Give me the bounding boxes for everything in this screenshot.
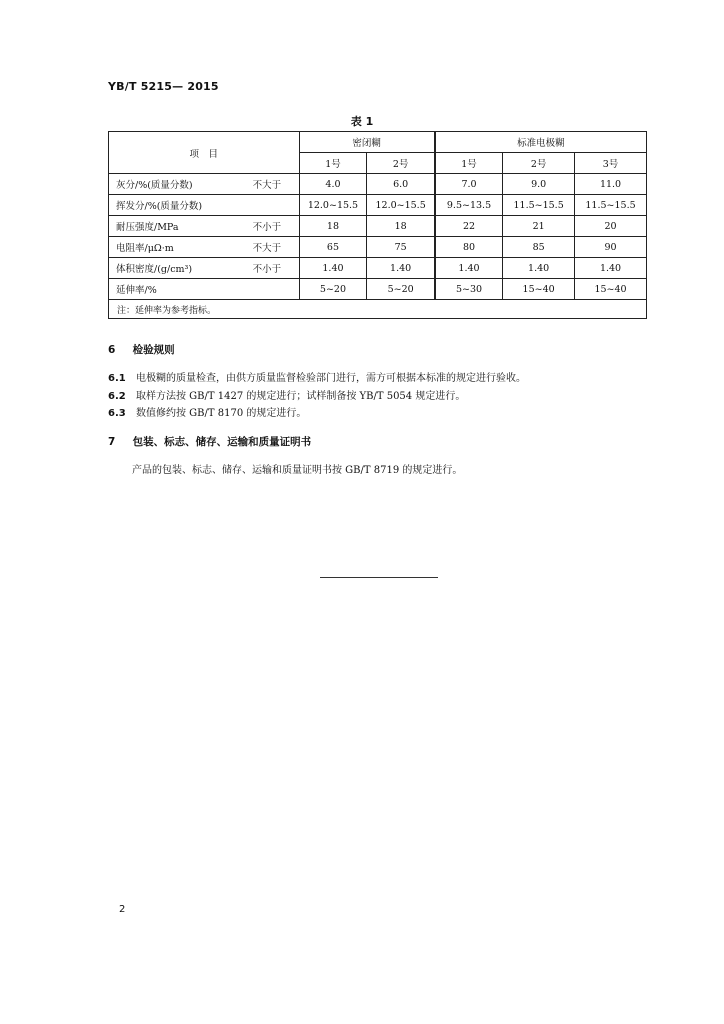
section-number: 6 [108,344,116,356]
property-label: 体积密度/(g/cm³) [109,258,236,279]
value-cell: 18 [299,216,367,237]
table-title: 表 1 [350,115,374,128]
value-cell: 1.40 [575,258,647,279]
value-cell: 1.40 [367,258,435,279]
end-of-document-rule [320,577,438,578]
standard-code: YB/T 5215— 2015 [108,80,219,93]
condition-label: 不大于 [235,237,299,258]
clause-number: 6.3 [108,408,126,419]
clause-number: 6.1 [108,373,126,384]
condition-label: 不小于 [235,216,299,237]
value-cell: 20 [575,216,647,237]
property-label: 延伸率/% [109,279,236,300]
clause-6-2 [108,387,465,402]
value-cell: 75 [367,237,435,258]
table-note: 注：延伸率为参考指标。 [109,300,647,319]
property-label: 挥发分/%(质量分数) [109,195,236,216]
table-row [109,195,647,216]
value-cell: 9.0 [503,174,575,195]
table-row [109,174,647,195]
value-cell: 4.0 [299,174,367,195]
value-cell: 90 [575,237,647,258]
value-cell: 7.0 [435,174,503,195]
header-group-standard: 标准电极糊 [435,132,647,153]
value-cell: 1.40 [299,258,367,279]
value-cell: 22 [435,216,503,237]
subheader-cell: 1号 [435,153,503,174]
section-7-paragraph: 产品的包装、标志、储存、运输和质量证明书按 GB/T 8719 的规定进行。 [132,465,463,476]
value-cell: 80 [435,237,503,258]
condition-label [235,279,299,300]
value-cell: 11.5~15.5 [575,195,647,216]
value-cell: 1.40 [503,258,575,279]
table-row [109,279,647,300]
header-group-sealed: 密闭糊 [299,132,435,153]
table-row [109,237,647,258]
value-cell: 12.0~15.5 [367,195,435,216]
clause-text: 电极糊的质量检查，由供方质量监督检验部门进行，需方可根据本标准的规定进行验收。 [136,373,526,384]
subheader-cell: 3号 [575,153,647,174]
value-cell: 65 [299,237,367,258]
section-title: 包装、标志、储存、运输和质量证明书 [132,436,312,448]
value-cell: 1.40 [435,258,503,279]
property-label: 灰分/%(质量分数) [109,174,236,195]
section-6-heading [108,342,175,357]
value-cell: 11.5~15.5 [503,195,575,216]
value-cell: 6.0 [367,174,435,195]
value-cell: 5~30 [435,279,503,300]
page-number: 2 [119,904,126,915]
subheader-cell: 2号 [503,153,575,174]
value-cell: 85 [503,237,575,258]
property-label: 电阻率/μΩ·m [109,237,236,258]
value-cell: 5~20 [367,279,435,300]
condition-label: 不大于 [235,174,299,195]
clause-text: 数值修约按 GB/T 8170 的规定进行。 [136,408,307,419]
value-cell: 5~20 [299,279,367,300]
condition-label: 不小于 [235,258,299,279]
condition-label [235,195,299,216]
section-7-heading [108,434,311,449]
clause-number: 6.2 [108,391,126,402]
value-cell: 11.0 [575,174,647,195]
value-cell: 12.0~15.5 [299,195,367,216]
subheader-cell: 2号 [367,153,435,174]
value-cell: 18 [367,216,435,237]
subheader-cell: 1号 [299,153,367,174]
specification-table [108,131,647,319]
table-row [109,216,647,237]
value-cell: 15~40 [503,279,575,300]
clause-text: 取样方法按 GB/T 1427 的规定进行；试样制备按 YB/T 5054 规定进行。 [136,391,466,402]
table-note-row [109,300,647,319]
value-cell: 21 [503,216,575,237]
table-header-row [109,132,647,153]
section-title: 检验规则 [132,344,175,356]
table-row [109,258,647,279]
value-cell: 15~40 [575,279,647,300]
header-item: 项 目 [109,132,300,174]
section-number: 7 [108,436,116,448]
property-label: 耐压强度/MPa [109,216,236,237]
value-cell: 9.5~13.5 [435,195,503,216]
clause-6-3 [108,404,306,419]
clause-6-1 [108,369,526,384]
